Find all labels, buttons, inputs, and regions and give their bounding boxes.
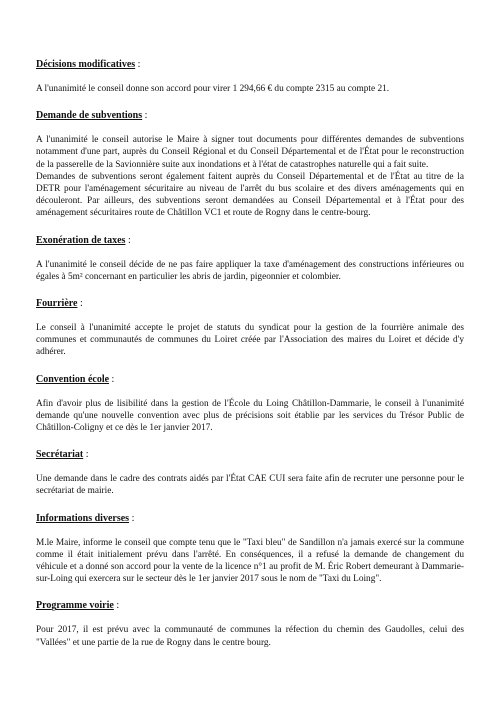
document-page (36, 58, 464, 663)
section-paragraph: Afin d'avoir plus de lisibilité dans la gestion de l'École du Loing Châtillon-Dammarie, le conseil à l'unanimité demande qu'une nouvelle convention avec plus de précisions soit établie par les services du Trésor Public de Châtillon-Coligny et ce dès le 1er janvier 2017. (36, 398, 464, 434)
section-title: Convention école (36, 373, 110, 385)
section-fourriere (36, 297, 464, 359)
section-heading: Convention école : (36, 373, 115, 385)
section-heading: Fourrière : (36, 298, 83, 310)
section-heading: Secrétariat : (36, 449, 89, 461)
section-title: Informations diverses (36, 512, 130, 524)
section-heading: Programme voirie : (36, 600, 120, 612)
section-paragraph: Une demande dans le cadre des contrats aidés par l'État CAE CUI sera faite afin de recruter une personne pour le secrétariat de mairie. (36, 474, 464, 497)
section-convention-ecole (36, 373, 464, 435)
section-secretariat (36, 448, 464, 497)
section-paragraph: Pour 2017, il est prévu avec la communauté de communes la réfection du chemin des Gaudolles, celui des "Vallées" et une partie de la rue de Rogny dans le centre bourg. (36, 625, 464, 648)
section-programme-voirie (36, 599, 464, 648)
section-informations-diverses (36, 512, 464, 586)
section-title: Fourrière (36, 298, 78, 310)
section-demande-de-subventions (36, 109, 464, 219)
section-heading: Demande de subventions : (36, 110, 148, 122)
section-paragraph: A l'unanimité le conseil décide de ne pas faire appliquer la taxe d'aménagement des constructions inférieures ou égales à 5m² concernant en particulier les abris de jardin, pigeonnier et colombier. (36, 259, 464, 282)
section-decisions-modificatives (36, 58, 464, 95)
section-title: Secrétariat (36, 449, 84, 461)
section-heading: Exonération de taxes : (36, 234, 131, 246)
section-title: Exonération de taxes (36, 234, 126, 246)
section-title: Demande de subventions (36, 110, 143, 122)
section-paragraph: A l'unanimité le conseil donne son accord pour virer 1 294,66 € du compte 2315 au compte 21. (36, 84, 390, 94)
section-title: Décisions modificatives (36, 59, 136, 70)
section-heading: Décisions modificatives : (36, 59, 141, 70)
section-paragraph: A l'unanimité le conseil autorise le Maire à signer tout documents pour différentes demandes de subventions notamment d'une part, auprès du Conseil Régional et du Conseil Départemental et de l'État pour le reconstruction de la passerelle de la Savionnière suite aux inondations et à l'état de catastrophes naturelle qui a fait suite. (36, 135, 464, 170)
section-title: Programme voirie (36, 600, 114, 612)
section-exoneration-de-taxes (36, 234, 464, 283)
section-paragraph: Demandes de subventions seront également faitent auprès du Conseil Départemental et de l'État au titre de la DETR pour l'aménagement sécuritaire au niveau de l'arrêt du bus scolaire et des divers aménagements qui en découleront. Par ailleurs, des subventions seront demandées au Conseil Départemental et à l'État pour des aménagement sécuritaires route de Châtillon VC1 et route de Rogny dans le centre-bourg. (36, 171, 464, 219)
section-heading: Informations diverses : (36, 512, 135, 524)
section-paragraph: Le conseil à l'unanimité accepte le projet de statuts du syndicat pour la gestion de la fourrière animale des communes et communautés de communes du Loiret créée par l'Association des maires du Loiret et décide d'y adhérer. (36, 323, 464, 358)
section-paragraph: M.le Maire, informe le conseil que compte tenu que le "Taxi bleu" de Sandillon n'a jamais exercé sur la commune comme il était initialement prévu dans l'arrêté. En conséquences, il a refusé la demande de changement du véhicule et a donné son accord pour la vente de la licence n°1 au profit de M. Éric Robert demeurant à Dammarie-sur-Loing qui exercera sur le secteur dès le 1er janvier 2017 sous le nom de "Taxi du Loing". (36, 537, 464, 585)
